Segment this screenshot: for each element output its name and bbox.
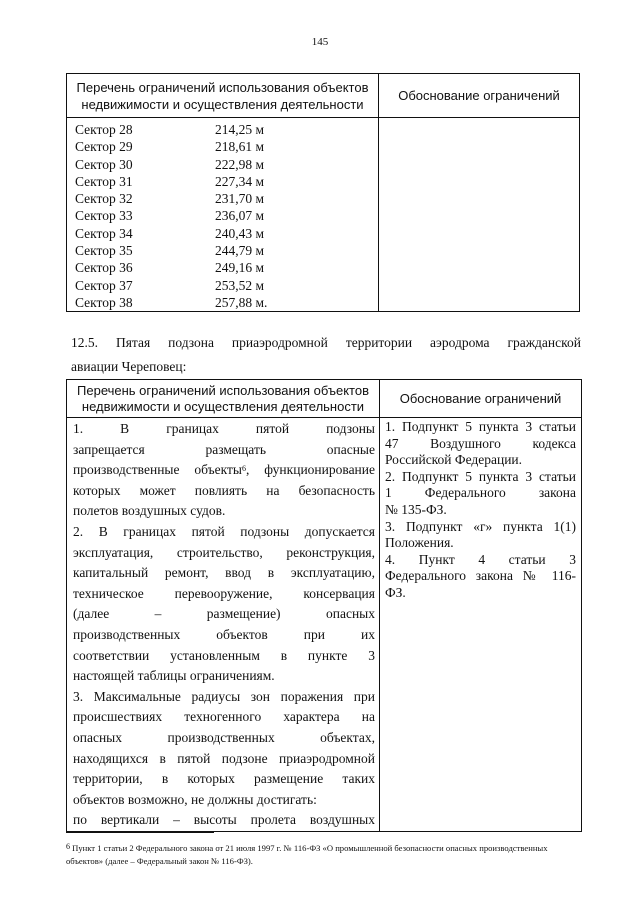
- text-fragment: , функционирование: [246, 462, 375, 478]
- text-line: запрещается размещать опасные: [73, 441, 375, 457]
- sector-name: Сектор 38: [75, 294, 133, 310]
- sector-name: Сектор 28: [75, 122, 133, 137]
- text-line: капитальный ремонт, ввод в эксплуатацию,: [73, 565, 375, 581]
- sector-radius-table: [66, 73, 580, 312]
- header-line: Перечень ограничений использования объектов: [76, 80, 369, 95]
- sector-value: 218,61 м: [215, 139, 265, 155]
- fifth-subzone-table: [66, 379, 582, 832]
- text-line: 1 Федерального закона: [385, 485, 576, 501]
- header-line: недвижимости и осуществления деятельности: [81, 97, 364, 112]
- table-header-row: [67, 380, 582, 418]
- justification-empty-cell: [379, 118, 580, 312]
- sector-name: Сектор 32: [75, 191, 133, 207]
- sector-value: 253,52 м: [215, 277, 265, 293]
- footnote-mark: 6: [66, 842, 70, 851]
- sector-value: 244,79 м: [215, 243, 265, 259]
- text-line: 4. Пункт 4 статьи 3: [385, 551, 576, 567]
- table-header-row: [67, 74, 580, 118]
- sector-name: Сектор 34: [75, 225, 133, 241]
- list-item: [75, 259, 378, 276]
- text-line: 3. Максимальные радиусы зон поражения при: [73, 688, 375, 704]
- text-line: по вертикали – высоты пролета воздушных: [73, 812, 375, 828]
- text-line: полетов воздушных судов.: [73, 503, 226, 519]
- text-line: Федерального закона № 116-: [385, 568, 576, 584]
- text-line: опасных производственных объектах,: [73, 729, 375, 745]
- sector-name: Сектор 37: [75, 277, 133, 293]
- text-line: находящихся в пятой подзоне приаэродромной: [73, 750, 375, 766]
- page-number: 145: [311, 36, 329, 48]
- header-line: недвижимости и осуществления деятельности: [81, 399, 365, 414]
- text-line: [73, 460, 375, 481]
- text-line: 1. Подпункт 5 пункта 3 статьи: [385, 419, 576, 434]
- text-line: 2. Подпункт 5 пункта 3 статьи: [385, 468, 576, 484]
- list-item: [75, 207, 378, 224]
- list-item: [75, 173, 378, 190]
- text-line: 2. В границах пятой подзоны допускается: [73, 523, 375, 539]
- text-fragment: производственные объекты: [73, 462, 242, 478]
- list-item: [75, 190, 378, 207]
- section-heading-continuation: авиации Череповец:: [71, 359, 187, 374]
- sector-value: 236,07 м: [215, 208, 265, 224]
- text-line: ФЗ.: [385, 584, 406, 600]
- sector-name: Сектор 36: [75, 260, 133, 276]
- table-row: [67, 118, 580, 312]
- sector-value: 214,25 м: [215, 122, 265, 137]
- header-line: Перечень ограничений использования объектов: [77, 383, 369, 398]
- text-line: № 135-ФЗ.: [385, 501, 447, 517]
- sector-value: 227,34 м: [215, 173, 265, 189]
- text-line: производственных объектов при их: [73, 626, 375, 642]
- footnote: [66, 842, 581, 867]
- footnote-reference: 6: [242, 464, 246, 474]
- list-item: [75, 121, 378, 138]
- text-line: соответствии установленным в пункте 3: [73, 647, 375, 663]
- text-line: 47 Воздушного кодекса: [385, 435, 576, 451]
- list-item: [75, 156, 378, 173]
- restrictions-column-header: [67, 74, 379, 118]
- text-line: которых может повлиять на безопасность: [73, 482, 375, 498]
- sector-name: Сектор 33: [75, 208, 133, 224]
- justification-column-header: Обоснование ограничений: [379, 74, 580, 118]
- justification-cell: [380, 418, 582, 832]
- restrictions-column-header: [67, 380, 380, 418]
- sector-value: 222,98 м: [215, 156, 265, 172]
- text-line: (далее – размещение) опасных: [73, 606, 375, 622]
- section-heading: 12.5. Пятая подзона приаэродромной территории аэродрома гражданской: [71, 335, 581, 350]
- text-line: Российской Федерации.: [385, 452, 523, 468]
- justification-column-header: Обоснование ограничений: [380, 380, 582, 418]
- list-item: [75, 225, 378, 242]
- restrictions-cell: [67, 418, 380, 832]
- list-item: [75, 242, 378, 259]
- list-item: [75, 277, 378, 294]
- text-line: эксплуатация, строительство, реконструкция,: [73, 544, 375, 560]
- sector-value: 240,43 м: [215, 225, 265, 241]
- list-item: [75, 138, 378, 155]
- sector-name: Сектор 30: [75, 156, 133, 172]
- sector-value: 231,70 м: [215, 191, 265, 207]
- sector-name: Сектор 35: [75, 243, 133, 259]
- sector-value: 249,16 м: [215, 260, 265, 276]
- sector-name: Сектор 29: [75, 139, 133, 155]
- footnote-divider: [66, 832, 214, 833]
- sector-list-cell: [67, 118, 379, 312]
- text-line: объектов возможно, не должны достигать:: [73, 791, 317, 807]
- text-line: Положения.: [385, 535, 454, 551]
- text-line: территории, в которых размещение таких: [73, 771, 375, 787]
- text-line: 3. Подпункт «г» пункта 1(1): [385, 518, 576, 534]
- footnote-text: Пункт 1 статьи 2 Федерального закона от 21 июля 1997 г. № 116-ФЗ «О промышленной безопасности опасных производственных объектов» (далее – Федеральный закон № 116-ФЗ).: [66, 843, 548, 866]
- text-line: происшествиях техногенного характера на: [73, 709, 375, 725]
- sector-name: Сектор 31: [75, 173, 133, 189]
- table-row: [67, 418, 582, 832]
- text-line: 1. В границах пятой подзоны: [73, 421, 375, 436]
- list-item: [75, 294, 378, 311]
- text-line: настоящей таблицы ограничениям.: [73, 668, 275, 684]
- sector-value: 257,88 м.: [215, 294, 268, 310]
- text-line: техническое перевооружение, консервация: [73, 585, 375, 601]
